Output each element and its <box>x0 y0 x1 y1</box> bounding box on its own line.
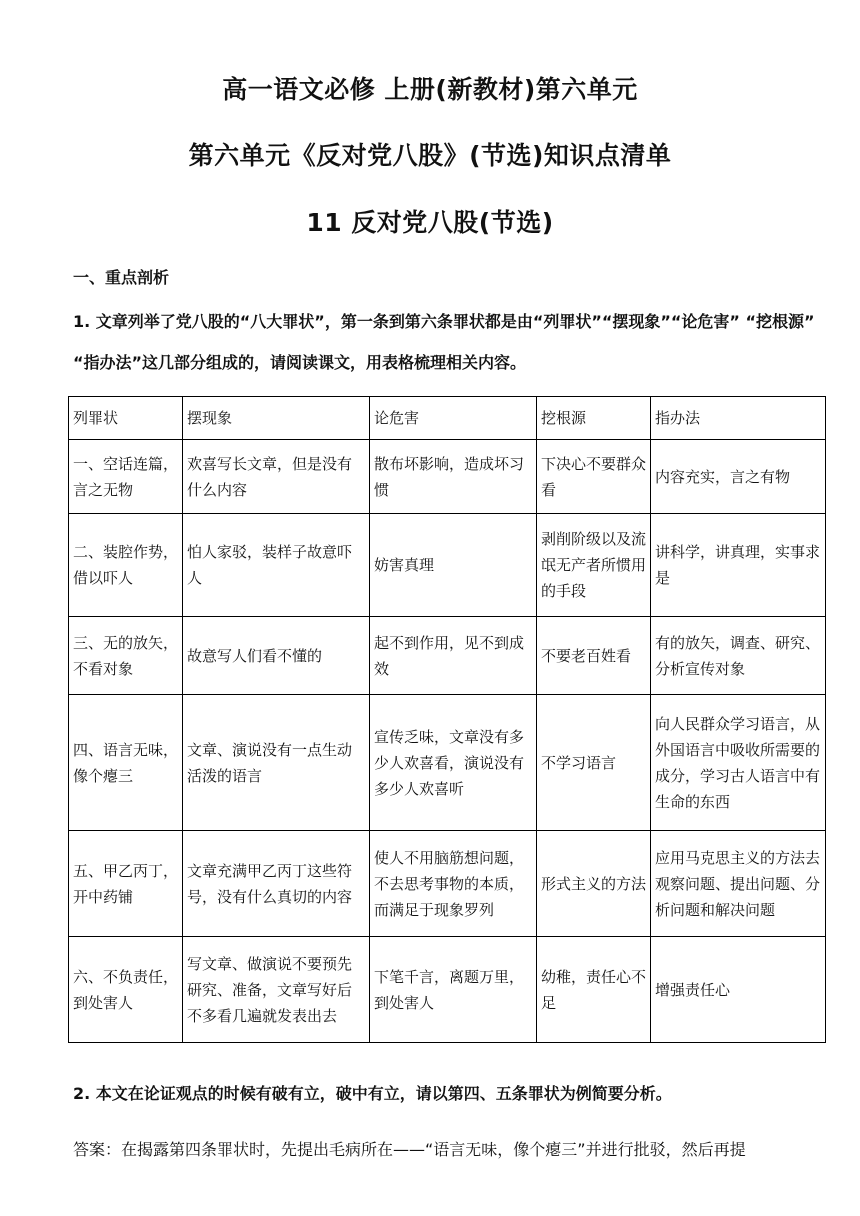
table-cell: 怕人家驳，装样子故意吓人 <box>183 514 370 617</box>
table-cell: 内容充实，言之有物 <box>651 440 826 514</box>
table-header-row <box>69 397 826 440</box>
question-2: 2. 本文在论证观点的时候有破有立，破中有立，请以第四、五条罪状为例简要分析。 <box>73 1084 672 1103</box>
table-cell: 有的放矢，调查、研究、分析宣传对象 <box>651 617 826 695</box>
table-cell: 讲科学，讲真理，实事求是 <box>651 514 826 617</box>
lesson-title: 11 反对党八股(节选) <box>306 208 554 237</box>
table-cell: 应用马克思主义的方法去观察问题、提出问题、分析问题和解决问题 <box>651 831 826 937</box>
table-cell: 欢喜写长文章，但是没有什么内容 <box>183 440 370 514</box>
table-cell: 散布坏影响，造成坏习惯 <box>370 440 537 514</box>
table-cell: 起不到作用，见不到成效 <box>370 617 537 695</box>
table-cell: 剥削阶级以及流氓无产者所惯用的手段 <box>537 514 651 617</box>
table-row <box>69 440 826 514</box>
header-cell: 论危害 <box>370 397 537 440</box>
table-cell: 不学习语言 <box>537 695 651 831</box>
document-title: 高一语文必修 上册(新教材)第六单元 <box>222 75 638 104</box>
table-cell: 形式主义的方法 <box>537 831 651 937</box>
table-cell: 二、装腔作势，借以吓人 <box>69 514 183 617</box>
table-cell: 宣传乏味，文章没有多少人欢喜看，演说没有多少人欢喜听 <box>370 695 537 831</box>
table-cell: 文章、演说没有一点生动活泼的语言 <box>183 695 370 831</box>
header-cell: 指办法 <box>651 397 826 440</box>
table-row <box>69 695 826 831</box>
table-cell: 五、甲乙丙丁，开中药铺 <box>69 831 183 937</box>
table-cell: 一、空话连篇，言之无物 <box>69 440 183 514</box>
table-cell: 幼稚，责任心不足 <box>537 937 651 1043</box>
table-cell: 下决心不要群众看 <box>537 440 651 514</box>
table-cell: 写文章、做演说不要预先研究、准备，文章写好后不多看几遍就发表出去 <box>183 937 370 1043</box>
table-cell: 使人不用脑筋想问题，不去思考事物的本质，而满足于现象罗列 <box>370 831 537 937</box>
header-cell: 列罪状 <box>69 397 183 440</box>
header-cell: 摆现象 <box>183 397 370 440</box>
table-cell: 向人民群众学习语言，从外国语言中吸收所需要的成分，学习古人语言中有生命的东西 <box>651 695 826 831</box>
table-cell: 四、语言无味，像个瘪三 <box>69 695 183 831</box>
table-cell: 六、不负责任，到处害人 <box>69 937 183 1043</box>
table-cell: 三、无的放矢，不看对象 <box>69 617 183 695</box>
analysis-table <box>68 396 826 1043</box>
table-cell: 增强责任心 <box>651 937 826 1043</box>
table-cell: 不要老百姓看 <box>537 617 651 695</box>
header-cell: 挖根源 <box>537 397 651 440</box>
table-row <box>69 831 826 937</box>
table-cell: 妨害真理 <box>370 514 537 617</box>
table-cell: 文章充满甲乙丙丁这些符号，没有什么真切的内容 <box>183 831 370 937</box>
table-row <box>69 937 826 1043</box>
answer-text: 答案：在揭露第四条罪状时，先提出毛病所在——“语言无味，像个瘪三”并进行批驳，然后再提 <box>73 1140 746 1159</box>
question-1: 1. 文章列举了党八股的“八大罪状”，第一条到第六条罪状都是由“列罪状”“摆现象”“论危害” “挖根源” “指办法”这几部分组成的，请阅读课文，用表格梳理相关内容。 <box>73 312 815 372</box>
table-cell: 下笔千言，离题万里，到处害人 <box>370 937 537 1043</box>
table-cell: 故意写人们看不懂的 <box>183 617 370 695</box>
table-row <box>69 514 826 617</box>
document-subtitle: 第六单元《反对党八股》(节选)知识点清单 <box>188 141 672 170</box>
table-row <box>69 617 826 695</box>
section-heading: 一、重点剖析 <box>73 268 170 287</box>
